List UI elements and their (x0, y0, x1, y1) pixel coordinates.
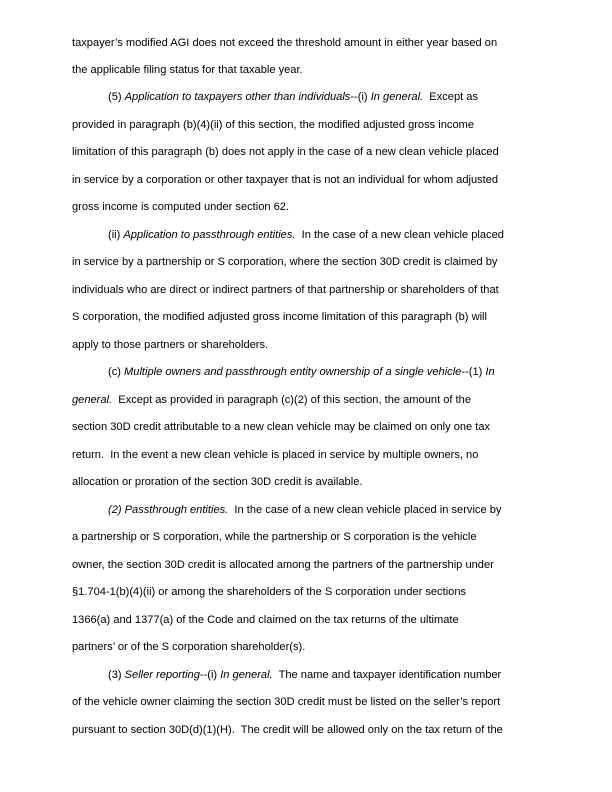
text-span: apply to those partners or shareholders. (72, 339, 269, 351)
text-span: --(i) (199, 669, 221, 681)
text-span: §1.704-1(b)(4)(ii) or among the shareholders of the S corporation under sections (72, 586, 467, 598)
text-span: 1366(a) and 1377(a) of the Code and claimed on the tax returns of the ultimate (72, 614, 459, 626)
text-line (72, 283, 499, 297)
text-line (72, 36, 497, 50)
text-line (72, 200, 289, 214)
text-line (72, 695, 500, 709)
text-span: (5) (108, 91, 125, 103)
italic-text: (2) Passthrough entities. (108, 504, 229, 516)
text-line (72, 448, 478, 462)
text-span: individuals who are direct or indirect partners of that partnership or shareholders of that (72, 284, 499, 296)
text-span: --(1) (461, 366, 486, 378)
italic-text: In general. (220, 669, 273, 681)
text-span: (ii) (108, 229, 124, 241)
text-span: section 30D credit attributable to a new clean vehicle may be claimed on only one tax (72, 421, 491, 433)
text-line (72, 118, 474, 132)
text-span: allocation or proration of the section 30D credit is available. (72, 476, 363, 488)
text-span: return. In the event a new clean vehicle is placed in service by multiple owners, no (72, 449, 479, 461)
text-span: --(i) (350, 91, 371, 103)
text-line (72, 530, 477, 544)
text-line (72, 145, 499, 159)
text-line (72, 338, 268, 352)
text-span: S corporation, the modified adjusted gross income limitation of this paragraph (b) will (72, 311, 487, 323)
text-line (72, 63, 303, 77)
text-span: (3) (108, 669, 125, 681)
text-span: the applicable filing status for that taxable year. (72, 64, 303, 76)
text-span: limitation of this paragraph (b) does not apply in the case of a new clean vehicle placed (72, 146, 499, 158)
paragraph-heading-line (108, 90, 478, 104)
text-line (72, 558, 494, 572)
text-span: in service by a corporation or other taxpayer that is not an individual for whom adjusted (72, 174, 499, 186)
text-span: In the case of a new clean vehicle placed (295, 229, 504, 241)
text-span: Except as (423, 91, 479, 103)
text-span: in service by a partnership or S corporation, where the section 30D credit is claimed by (72, 256, 498, 268)
text-span: a partnership or S corporation, while the partnership or S corporation is the vehicle (72, 531, 477, 543)
paragraph-heading-line (108, 228, 504, 242)
italic-text: Application to passthrough entities. (123, 229, 296, 241)
text-span: of the vehicle owner claiming the section 30D credit must be listed on the seller’s report (72, 696, 501, 708)
paragraph-heading-line (108, 503, 501, 517)
text-line (72, 613, 459, 627)
text-span: The name and taxpayer identification number (272, 669, 502, 681)
text-line (72, 723, 503, 737)
italic-text: Application to taxpayers other than individuals (124, 91, 351, 103)
text-line (72, 475, 362, 489)
paragraph-heading-line (108, 365, 495, 379)
text-line (72, 585, 466, 599)
text-span: (c) (108, 366, 125, 378)
italic-text: Seller reporting (124, 669, 200, 681)
text-span: owner, the section 30D credit is allocated among the partners of the partnership under (72, 559, 494, 571)
italic-text: In general. (370, 91, 424, 103)
paragraph-heading-line (108, 668, 501, 682)
italic-text: Multiple owners and passthrough entity ownership of a single vehicle (124, 366, 462, 378)
text-line (72, 310, 487, 324)
text-span: partners’ or of the S corporation shareholder(s). (72, 641, 306, 653)
text-span: provided in paragraph (b)(4)(ii) of this section, the modified adjusted gross income (72, 119, 475, 131)
text-span: pursuant to section 30D(d)(1)(H). The credit will be allowed only on the tax return of the (72, 724, 503, 736)
text-span: Except as provided in paragraph (c)(2) of this section, the amount of the (112, 394, 471, 406)
text-span: taxpayer’s modified AGI does not exceed the threshold amount in either year based on (72, 37, 498, 49)
text-line (72, 255, 497, 269)
text-span: In the case of a new clean vehicle placed in service by (228, 504, 502, 516)
text-line (72, 640, 305, 654)
text-line (72, 393, 471, 407)
italic-text: general. (72, 394, 113, 406)
italic-text: In (485, 366, 495, 378)
text-line (72, 173, 498, 187)
text-line (72, 420, 490, 434)
text-span: gross income is computed under section 62. (72, 201, 290, 213)
